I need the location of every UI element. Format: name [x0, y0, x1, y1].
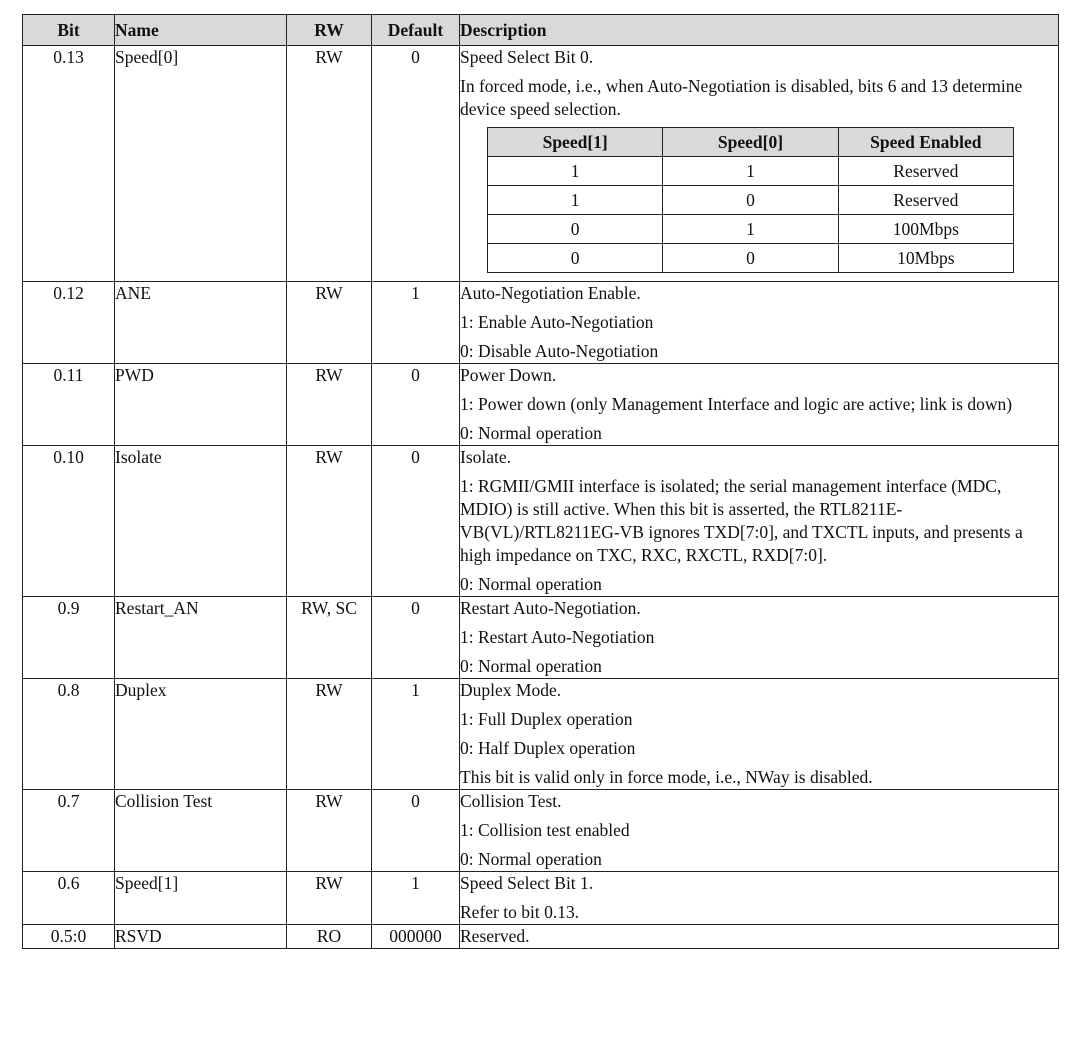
header-default: Default [372, 15, 460, 46]
header-bit: Bit [23, 15, 115, 46]
description-cell [460, 446, 1059, 597]
table-row [23, 446, 1059, 597]
default-cell: 0 [372, 364, 460, 446]
rw-cell: RW [287, 872, 372, 925]
table-row [23, 46, 1059, 282]
register-table [22, 14, 1059, 949]
rw-cell: RW [287, 282, 372, 364]
bit-cell: 0.7 [23, 790, 115, 872]
description-line: Speed Select Bit 1. [460, 873, 594, 893]
header-name: Name [115, 15, 287, 46]
table-row [23, 790, 1059, 872]
description-line: 1: Full Duplex operation [460, 709, 633, 729]
speed-cell: 0 [663, 244, 838, 273]
description-line: 0: Disable Auto-Negotiation [460, 341, 659, 361]
speed-row [488, 244, 1014, 273]
speed-header-cell: Speed Enabled [838, 128, 1013, 157]
description-line: Restart Auto-Negotiation. [460, 598, 641, 618]
description-line: This bit is valid only in force mode, i.e., NWay is disabled. [460, 767, 873, 787]
description-cell [460, 282, 1059, 364]
description-line: 1: Restart Auto-Negotiation [460, 627, 655, 647]
description-line: Isolate. [460, 447, 512, 467]
table-row [23, 597, 1059, 679]
bit-cell: 0.12 [23, 282, 115, 364]
header-description: Description [460, 15, 1059, 46]
default-cell: 1 [372, 282, 460, 364]
description-line: 1: Enable Auto-Negotiation [460, 312, 654, 332]
speed-cell: Reserved [838, 157, 1013, 186]
description-line: 0: Normal operation [460, 656, 602, 676]
register-body [23, 46, 1059, 949]
description-line: 1: Power down (only Management Interface and logic are active; link is down) [460, 394, 1013, 414]
description-cell [460, 790, 1059, 872]
speed-cell: 0 [488, 244, 663, 273]
name-cell: Speed[1] [115, 872, 287, 925]
name-cell: Collision Test [115, 790, 287, 872]
default-cell: 0 [372, 790, 460, 872]
description-cell [460, 597, 1059, 679]
table-row [23, 925, 1059, 949]
description-line: 0: Half Duplex operation [460, 738, 636, 758]
name-cell: ANE [115, 282, 287, 364]
description-line: Speed Select Bit 0. [460, 47, 594, 67]
rw-cell: RW [287, 46, 372, 282]
description-line: In forced mode, i.e., when Auto-Negotiation is disabled, bits 6 and 13 determine device speed selection. [460, 76, 1023, 119]
default-cell: 0 [372, 446, 460, 597]
description-line: 1: RGMII/GMII interface is isolated; the serial management interface (MDC, MDIO) is still active. When this bit is asserted, the RTL8211E-VB(VL)/RTL8211EG-VB ignores TXD[7:0], and TXCTL inputs, and presents a high impedance on TXC, RXC, RXCTL, RXD[7:0]. [460, 476, 1023, 565]
speed-row [488, 186, 1014, 215]
description-line: Collision Test. [460, 791, 562, 811]
bit-cell: 0.8 [23, 679, 115, 790]
name-cell: RSVD [115, 925, 287, 949]
description-line: Duplex Mode. [460, 680, 562, 700]
name-cell: Restart_AN [115, 597, 287, 679]
speed-row [488, 215, 1014, 244]
description-line: 1: Collision test enabled [460, 820, 630, 840]
name-cell: PWD [115, 364, 287, 446]
bit-cell: 0.6 [23, 872, 115, 925]
description-cell [460, 872, 1059, 925]
speed-header-cell: Speed[1] [488, 128, 663, 157]
speed-cell: 0 [663, 186, 838, 215]
description-line: Refer to bit 0.13. [460, 902, 580, 922]
speed-selection-table [487, 127, 1014, 273]
speed-cell: 100Mbps [838, 215, 1013, 244]
table-row [23, 872, 1059, 925]
header-rw: RW [287, 15, 372, 46]
default-cell: 1 [372, 872, 460, 925]
rw-cell: RW, SC [287, 597, 372, 679]
table-row [23, 679, 1059, 790]
rw-cell: RO [287, 925, 372, 949]
speed-header-row [488, 128, 1014, 157]
rw-cell: RW [287, 446, 372, 597]
default-cell: 1 [372, 679, 460, 790]
description-line: Power Down. [460, 365, 557, 385]
default-cell: 0 [372, 46, 460, 282]
bit-cell: 0.5:0 [23, 925, 115, 949]
speed-cell: 1 [663, 157, 838, 186]
speed-cell: 0 [488, 215, 663, 244]
description-line: Reserved. [460, 926, 530, 946]
name-cell: Duplex [115, 679, 287, 790]
header-row [23, 15, 1059, 46]
speed-cell: 1 [488, 157, 663, 186]
table-row [23, 282, 1059, 364]
name-cell: Isolate [115, 446, 287, 597]
bit-cell: 0.13 [23, 46, 115, 282]
bit-cell: 0.9 [23, 597, 115, 679]
description-line: Auto-Negotiation Enable. [460, 283, 641, 303]
speed-cell: 1 [488, 186, 663, 215]
name-cell: Speed[0] [115, 46, 287, 282]
description-line: 0: Normal operation [460, 849, 602, 869]
table-row [23, 364, 1059, 446]
description-cell [460, 925, 1059, 949]
rw-cell: RW [287, 790, 372, 872]
description-line: 0: Normal operation [460, 423, 602, 443]
speed-cell: 1 [663, 215, 838, 244]
rw-cell: RW [287, 679, 372, 790]
speed-row [488, 157, 1014, 186]
default-cell: 000000 [372, 925, 460, 949]
description-cell [460, 46, 1059, 282]
speed-cell: 10Mbps [838, 244, 1013, 273]
speed-cell: Reserved [838, 186, 1013, 215]
speed-header-cell: Speed[0] [663, 128, 838, 157]
bit-cell: 0.11 [23, 364, 115, 446]
default-cell: 0 [372, 597, 460, 679]
description-cell [460, 364, 1059, 446]
bit-cell: 0.10 [23, 446, 115, 597]
description-cell [460, 679, 1059, 790]
description-line: 0: Normal operation [460, 574, 602, 594]
rw-cell: RW [287, 364, 372, 446]
